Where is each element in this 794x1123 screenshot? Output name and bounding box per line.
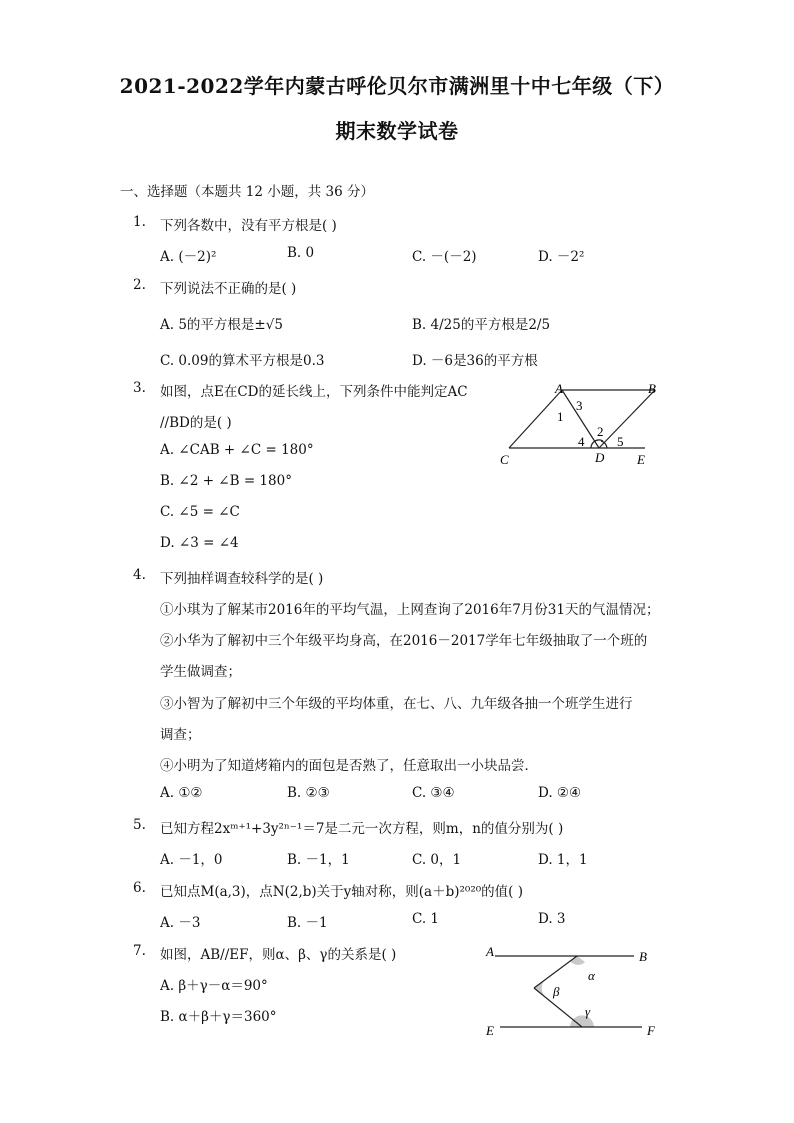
q4-option-d: D. ②④	[538, 785, 582, 801]
q7-option-b: B. α＋β＋γ＝360°	[160, 1009, 277, 1025]
q3-stem-cont: //BD的是( )	[160, 415, 232, 431]
label-angle-1: 1	[557, 409, 564, 424]
q4-number: 4.	[133, 567, 146, 583]
q5-option-b: B. －1，1	[287, 852, 350, 868]
q2-number: 2.	[133, 277, 146, 293]
q2-option-b: B. 4/25的平方根是2/5	[412, 317, 551, 333]
q6-option-d: D. 3	[538, 911, 566, 927]
q5-option-d: D. 1，1	[538, 852, 588, 868]
q4-option-a: A. ①②	[160, 785, 203, 801]
q4-line-2: ②小华为了解初中三个年级平均身高，在2016－2017学年七年级抽取了一个班的	[160, 633, 648, 649]
q1-option-d: D. －2²	[538, 249, 585, 265]
label-F: F	[647, 1023, 655, 1038]
q3-stem: 如图，点E在CD的延长线上，下列条件中能判定AC	[160, 384, 468, 400]
q2-option-d: D. －6是36的平方根	[412, 353, 538, 369]
q1-option-b: B. 0	[287, 245, 315, 261]
angle-beta-fill	[534, 981, 544, 995]
q3-option-d: D. ∠3 = ∠4	[160, 535, 239, 551]
line-ac	[509, 390, 562, 448]
q6-option-c: C. 1	[412, 911, 440, 927]
label-E: E	[486, 1023, 494, 1038]
q1-number: 1.	[133, 214, 146, 230]
q3-option-b: B. ∠2 + ∠B = 180°	[160, 473, 292, 489]
q4-line-4: ③小智为了解初中三个年级的平均体重，在七、八、九年级各抽一个班学生进行	[160, 696, 633, 712]
q4-stem: 下列抽样调查较科学的是( )	[160, 571, 324, 587]
line-bd	[599, 390, 655, 448]
q5-option-a: A. －1，0	[160, 852, 223, 868]
q7-figure	[482, 940, 662, 1040]
label-angle-3: 3	[576, 398, 583, 413]
q5-number: 5.	[133, 817, 146, 833]
label-angle-2: 2	[597, 424, 604, 439]
q2-option-a: A. 5的平方根是±√5	[160, 317, 283, 333]
q4-option-b: B. ②③	[287, 785, 330, 801]
q2-stem: 下列说法不正确的是( )	[160, 281, 297, 297]
q3-figure	[495, 378, 665, 470]
label-alpha: α	[588, 968, 595, 983]
title-line-1: 2021-2022学年内蒙古呼伦贝尔市满洲里十中七年级（下）	[119, 74, 675, 98]
q4-line-5: 调查；	[160, 727, 201, 743]
q7-option-a: A. β＋γ－α＝90°	[160, 978, 268, 994]
q1-option-a: A. (－2)²	[160, 249, 217, 265]
q4-option-c: C. ③④	[412, 785, 455, 801]
q6-stem: 已知点M(a,3)，点N(2,b)关于y轴对称，则(a＋b)²⁰²⁰的值( )	[160, 884, 523, 900]
label-angle-5: 5	[617, 434, 624, 449]
q1-option-c: C. －(－2)	[412, 249, 477, 265]
q3-number: 3.	[133, 380, 146, 396]
q2-option-c: C. 0.09的算术平方根是0.3	[160, 353, 325, 369]
label-A: A	[555, 381, 563, 396]
q3-option-a: A. ∠CAB + ∠C = 180°	[160, 442, 314, 458]
q7-number: 7.	[133, 943, 146, 959]
q1-stem: 下列各数中，没有平方根是( )	[160, 218, 337, 234]
section-heading: 一、选择题（本题共 12 小题，共 36 分）	[120, 184, 375, 200]
q5-option-c: C. 0，1	[412, 852, 462, 868]
q6-number: 6.	[133, 880, 146, 896]
angle-gamma-fill	[570, 1015, 594, 1027]
label-D: D	[595, 450, 605, 465]
q4-line-3: 学生做调查；	[160, 664, 241, 680]
title-line-2: 期末数学试卷	[335, 119, 459, 143]
label-E: E	[637, 452, 645, 467]
label-gamma: γ	[585, 1004, 591, 1019]
label-B: B	[648, 381, 656, 396]
q6-option-a: A. －3	[160, 915, 201, 931]
label-beta: β	[553, 984, 560, 999]
angle-alpha-fill	[570, 956, 585, 965]
label-B: B	[639, 949, 647, 964]
q4-line-1: ①小琪为了解某市2016年的平均气温，上网查询了2016年7月份31天的气温情况；	[160, 602, 660, 618]
label-angle-4: 4	[578, 434, 585, 449]
q7-stem: 如图，AB//EF，则α、β、γ的关系是( )	[160, 947, 397, 963]
q3-option-c: C. ∠5 = ∠C	[160, 504, 240, 520]
label-A: A	[486, 944, 494, 959]
q4-line-6: ④小明为了知道烤箱内的面包是否熟了，任意取出一小块品尝．	[160, 758, 538, 774]
q6-option-b: B. －1	[287, 915, 328, 931]
label-C: C	[500, 452, 509, 467]
q5-stem: 已知方程2xᵐ⁺¹+3y²ⁿ⁻¹＝7是二元一次方程，则m，n的值分别为( )	[160, 821, 564, 837]
